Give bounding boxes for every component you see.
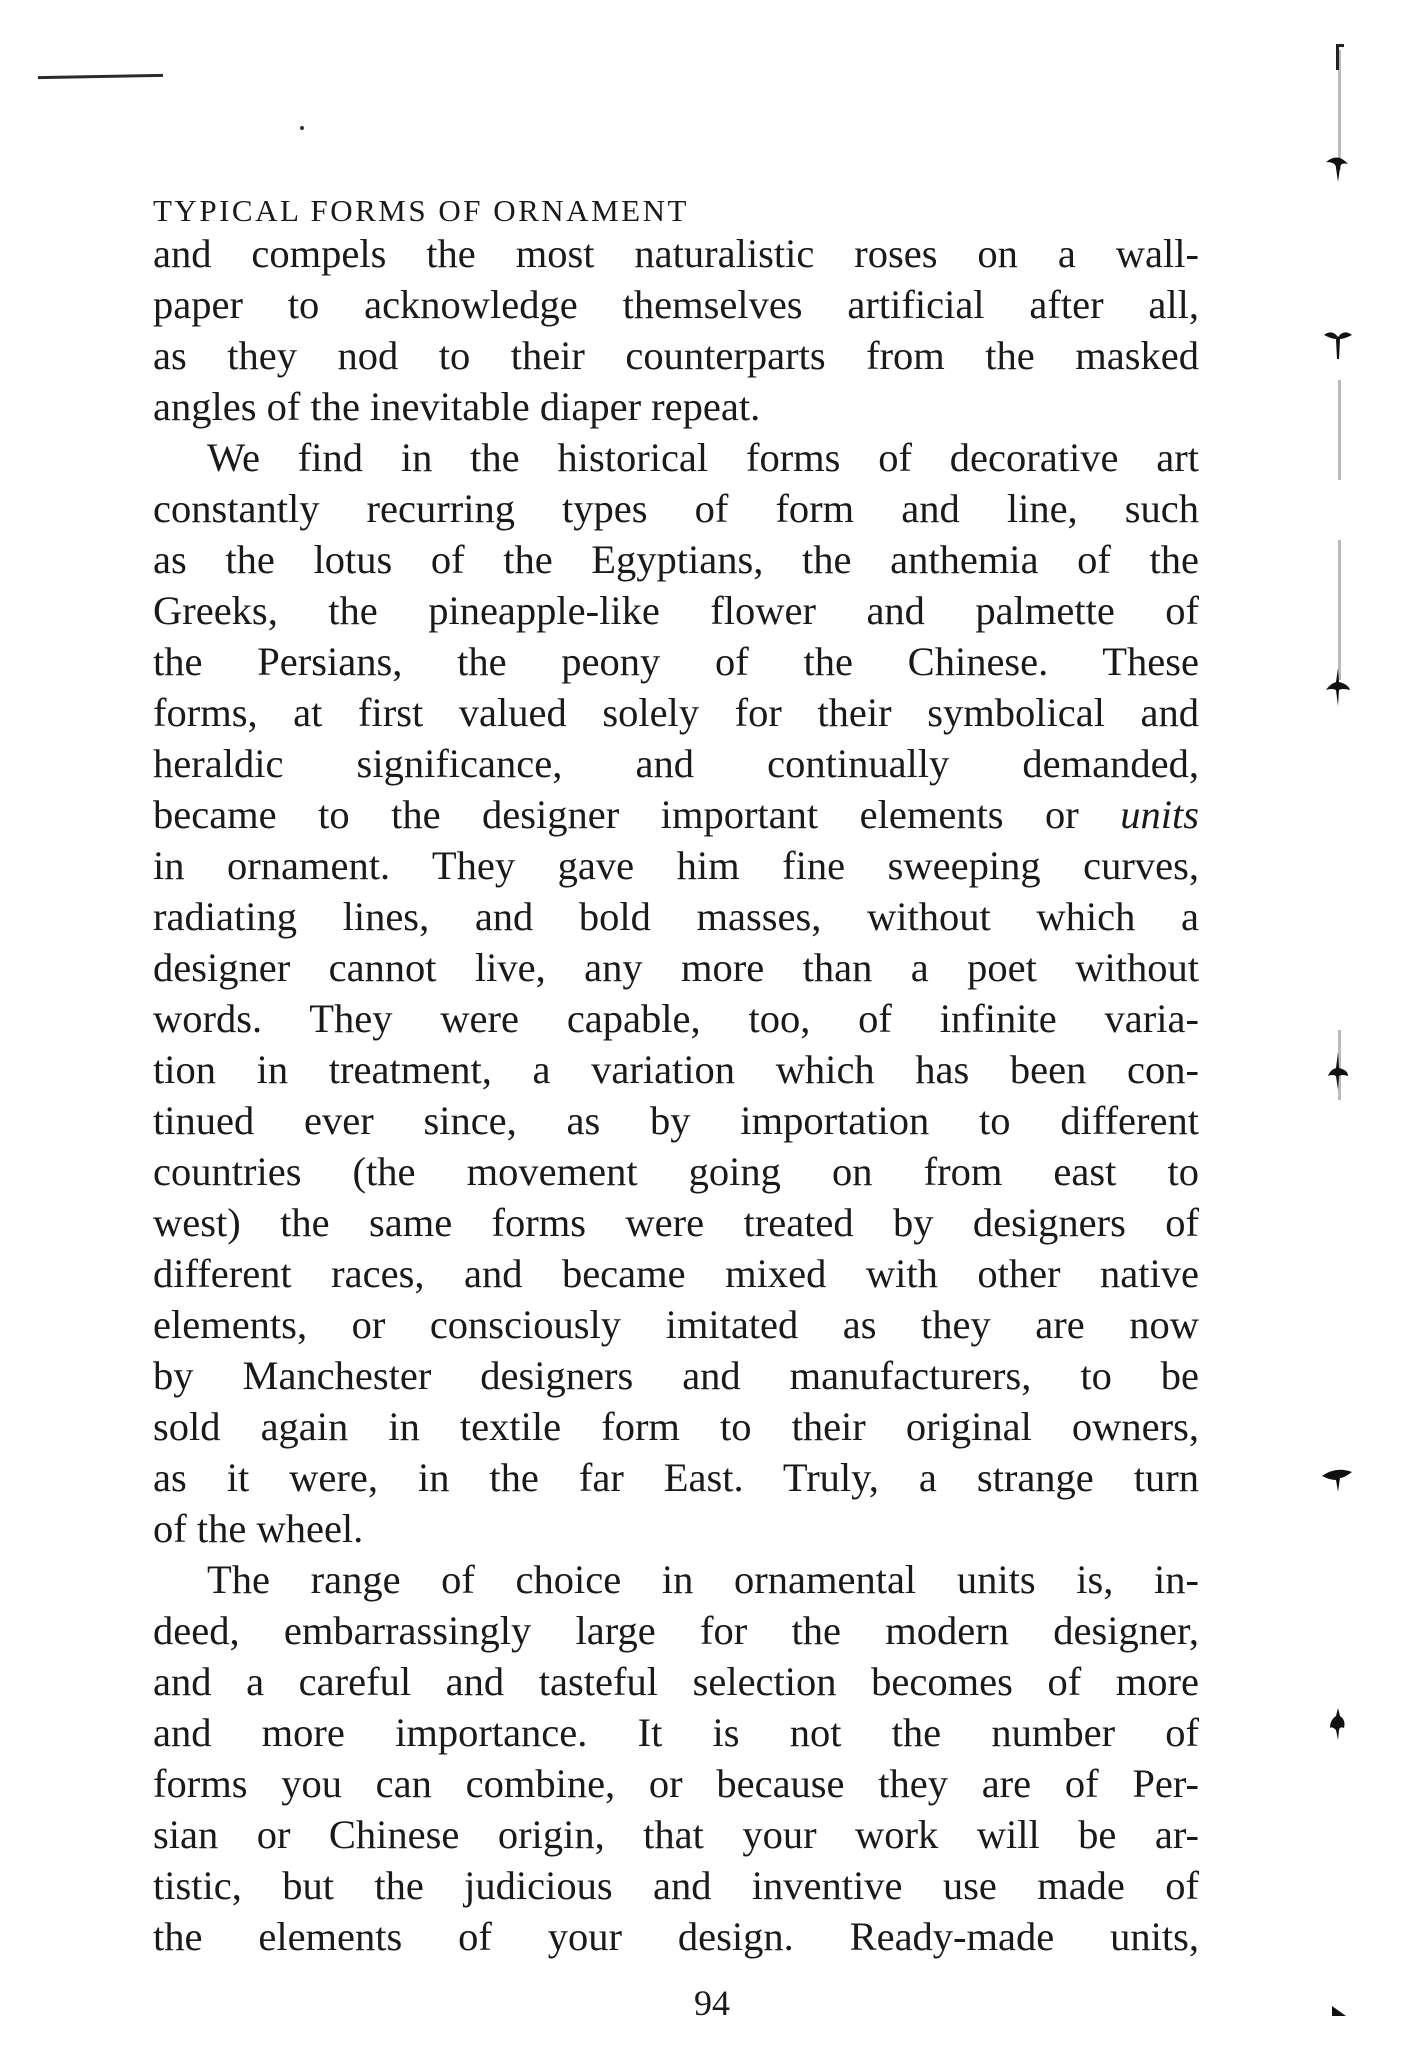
bleed-through-line (1338, 540, 1341, 680)
page-number: 94 (694, 1983, 730, 2023)
body-text (153, 228, 1199, 1962)
fleuron-mark-icon (1318, 1462, 1358, 1502)
text-line: tion in treatment, a variation which has been con- (153, 1047, 1199, 1092)
paragraph-start-line: The range of choice in ornamental units is, in- (207, 1557, 1199, 1602)
fleuron-mark-icon (1318, 40, 1358, 80)
bleed-through-line (1338, 380, 1341, 480)
text-line: tinued ever since, as by importation to different (153, 1098, 1199, 1143)
text-line: angles of the inevitable diaper repeat. (153, 384, 761, 429)
fleuron-mark-icon (1318, 1706, 1358, 1746)
text-segment: became to the designer important elements or (153, 792, 1121, 837)
text-line: countries (the movement going on from east to (153, 1149, 1199, 1194)
italic-units: units (1120, 792, 1199, 837)
text-line: deed, embarrassingly large for the modern designer, (153, 1608, 1199, 1653)
text-line: sian or Chinese origin, that your work will be ar- (153, 1812, 1199, 1857)
text-line: different races, and became mixed with other native (153, 1251, 1199, 1296)
text-line: Greeks, the pineapple-like flower and palmette of (153, 588, 1199, 633)
ink-speck (300, 126, 304, 130)
paragraph-start-line: We find in the historical forms of decorative art (207, 435, 1199, 480)
text-line: as they nod to their counterparts from the masked (153, 333, 1199, 378)
text-line: and compels the most naturalistic roses on a wall- (153, 231, 1199, 276)
text-line: of the wheel. (153, 1506, 364, 1551)
fleuron-mark-icon (1318, 150, 1358, 190)
text-line: as the lotus of the Egyptians, the anthemia of the (153, 537, 1199, 582)
fleuron-mark-icon (1318, 668, 1358, 708)
text-line: in ornament. They gave him fine sweeping curves, (153, 843, 1199, 888)
text-line: as it were, in the far East. Truly, a strange turn (153, 1455, 1199, 1500)
text-line: words. They were capable, too, of infinite varia- (153, 996, 1199, 1041)
text-line: designer cannot live, any more than a poet without (153, 945, 1199, 990)
text-line: elements, or consciously imitated as they are now (153, 1302, 1199, 1347)
text-line: constantly recurring types of form and line, such (153, 486, 1199, 531)
text-line: heraldic significance, and continually demanded, (153, 741, 1199, 786)
text-line: forms you can combine, or because they are of Per- (153, 1761, 1199, 1806)
text-line: the elements of your design. Ready-made units, (153, 1914, 1199, 1959)
corner-rule-mark (38, 74, 163, 79)
text-line-with-italic (153, 789, 1199, 840)
fleuron-mark-icon (1318, 325, 1358, 365)
text-line: tistic, but the judicious and inventive use made of (153, 1863, 1199, 1908)
text-line: the Persians, the peony of the Chinese. These (153, 639, 1199, 684)
text-line: sold again in textile form to their original owners, (153, 1404, 1199, 1449)
text-line: and more importance. It is not the number of (153, 1710, 1199, 1755)
running-head: TYPICAL FORMS OF ORNAMENT (153, 193, 689, 228)
text-line: radiating lines, and bold masses, without which a (153, 894, 1199, 939)
text-line: forms, at first valued solely for their symbolical and (153, 690, 1199, 735)
text-line: paper to acknowledge themselves artificial after all, (153, 282, 1199, 327)
text-line: by Manchester designers and manufacturers, to be (153, 1353, 1199, 1398)
text-line: and a careful and tasteful selection becomes of more (153, 1659, 1199, 1704)
text-line: west) the same forms were treated by designers of (153, 1200, 1199, 1245)
fleuron-mark-icon (1318, 1052, 1358, 1092)
fleuron-mark-icon (1318, 1990, 1358, 2030)
